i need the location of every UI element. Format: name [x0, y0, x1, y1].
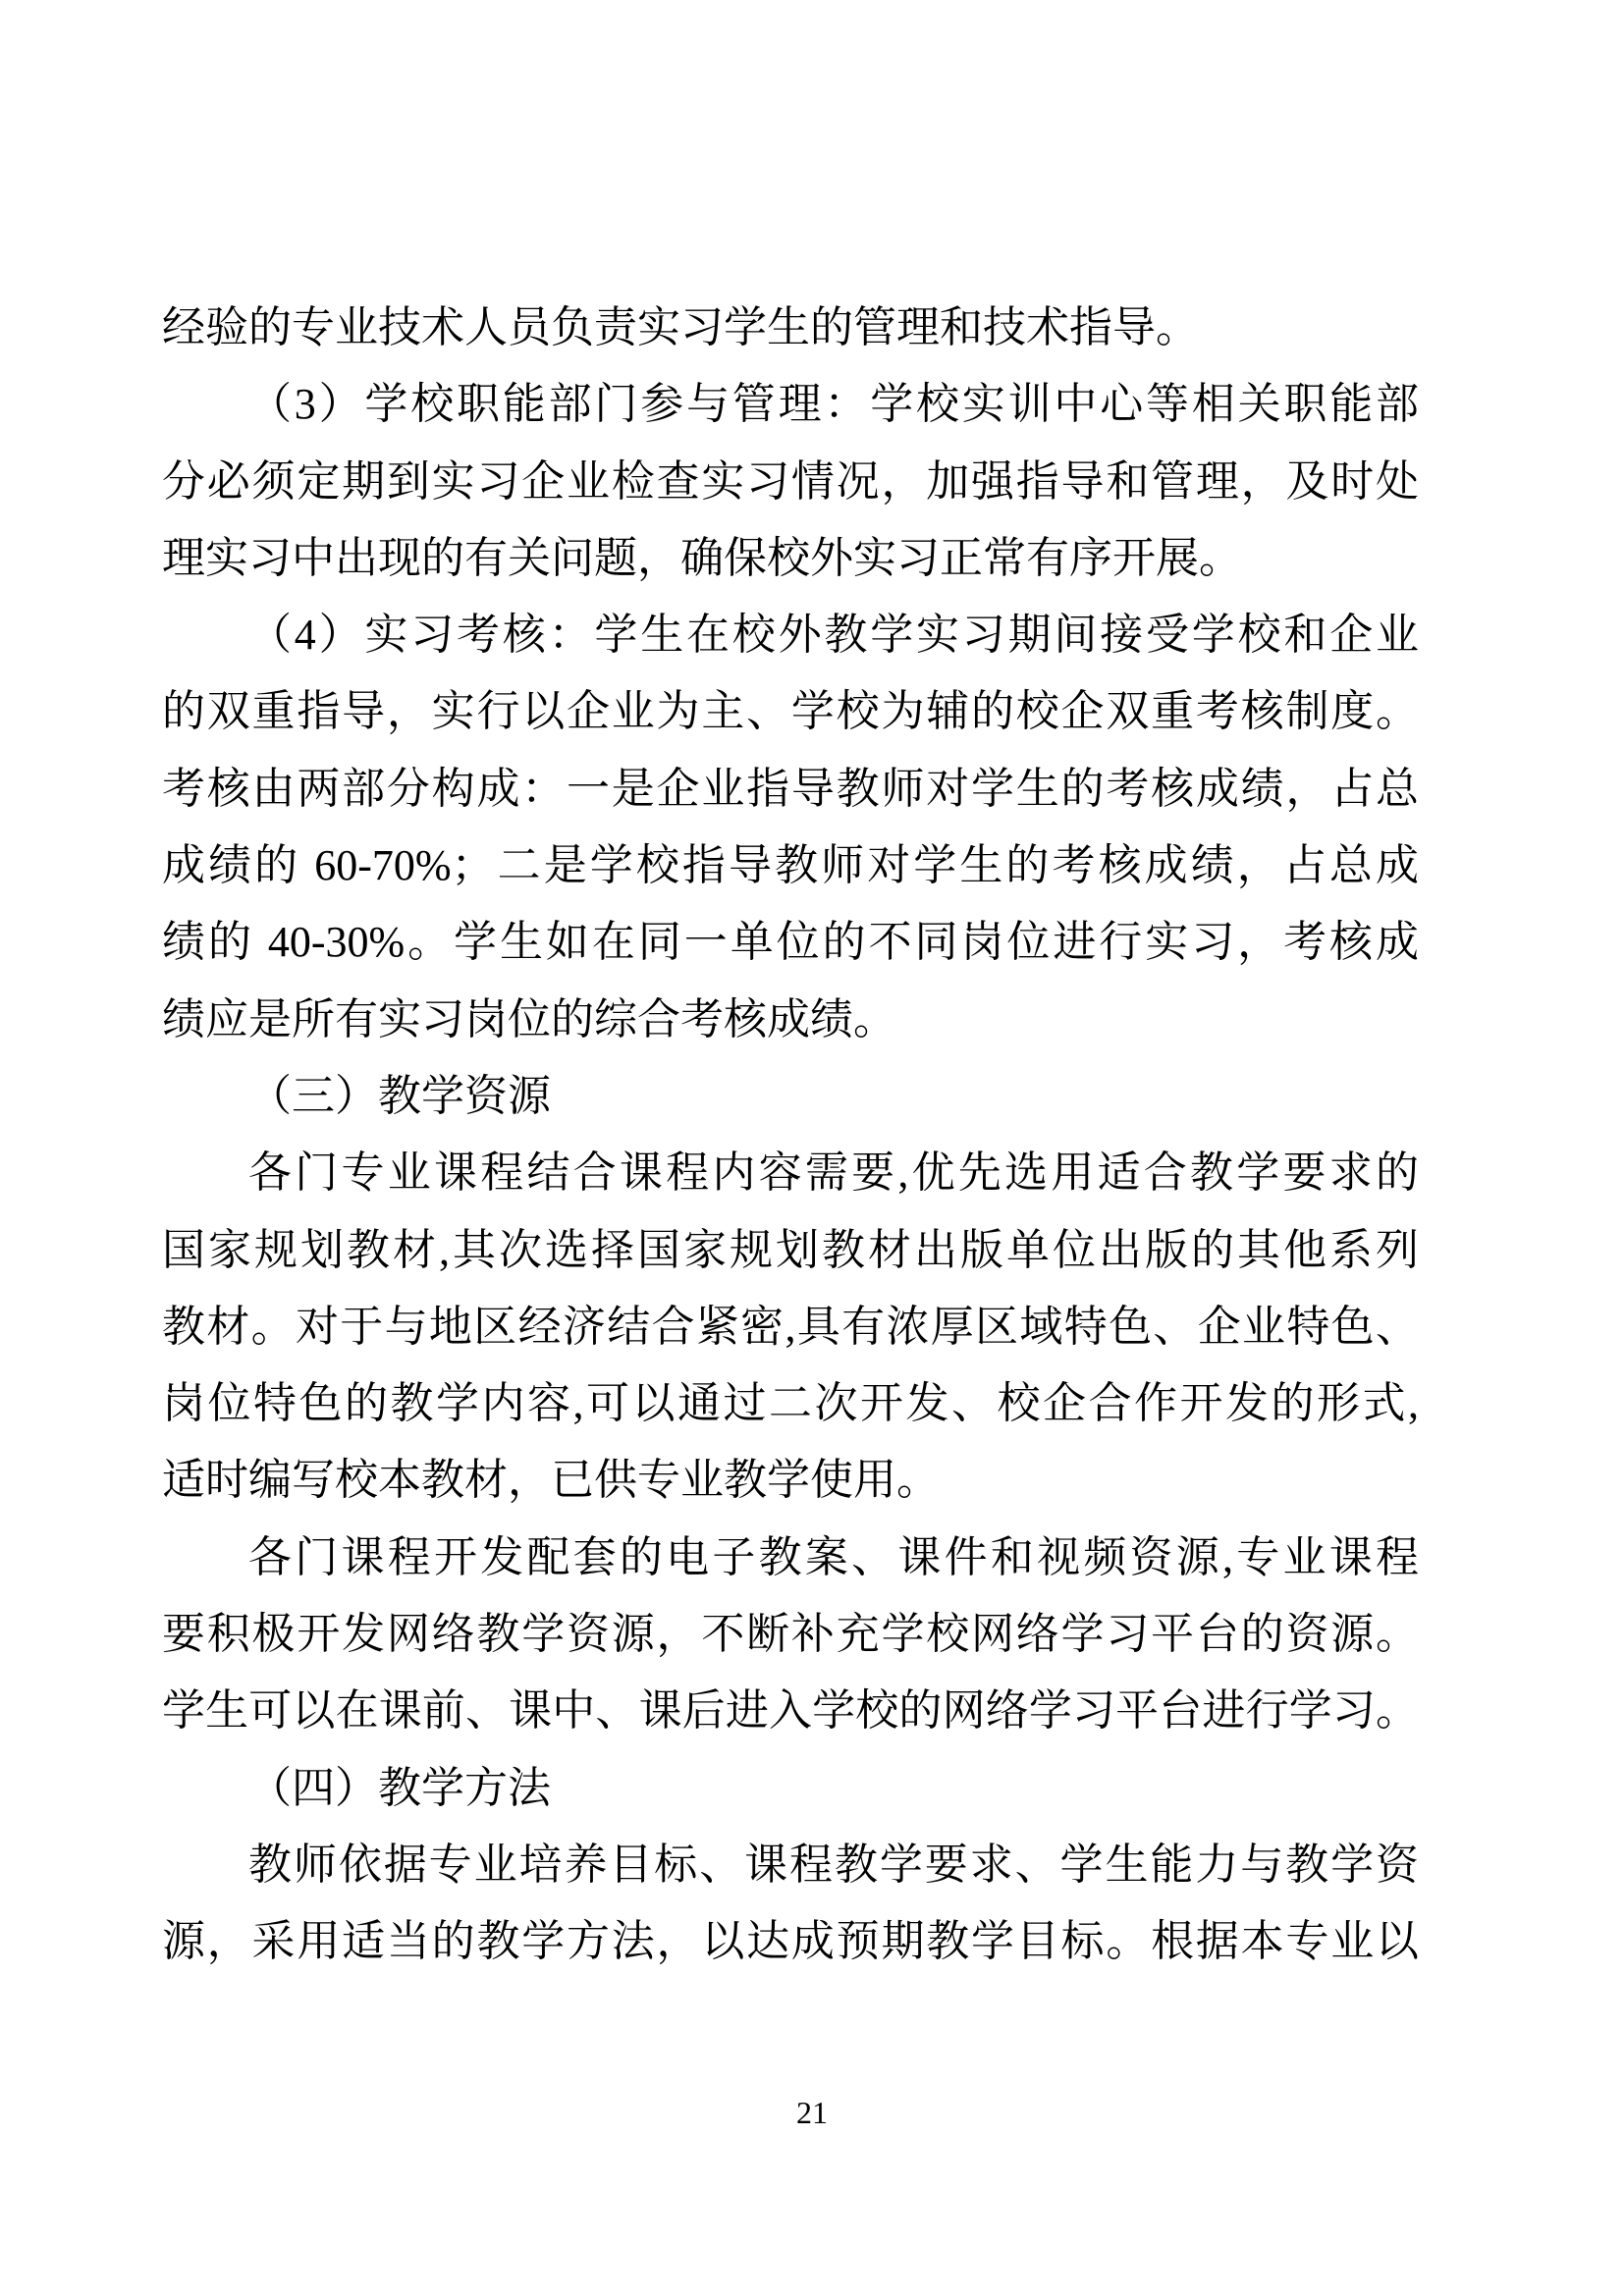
text-line: 分必须定期到实习企业检查实习情况，加强指导和管理，及时处	[162, 456, 1419, 506]
text-line: （3）学校职能部门参与管理：学校实训中心等相关职能部	[248, 380, 1419, 429]
text-line: 的双重指导，实行以企业为主、学校为辅的校企双重考核制度。	[162, 687, 1419, 736]
text-line: 教师依据专业培养目标、课程教学要求、学生能力与教学资	[248, 1840, 1419, 1889]
section-heading-teaching-resources: （三）教学资源	[248, 1071, 551, 1120]
text-line: 各门专业课程结合课程内容需要,优先选用适合教学要求的	[248, 1148, 1419, 1198]
text-line: 适时编写校本教材，已供专业教学使用。	[162, 1456, 940, 1505]
text-line: 源，采用适当的教学方法，以达成预期教学目标。根据本专业以	[162, 1917, 1419, 1966]
text-line: 学生可以在课前、课中、课后进入学校的网络学习平台进行学习。	[162, 1686, 1419, 1735]
page-number: 21	[796, 2095, 828, 2130]
text-line: 岗位特色的教学内容,可以通过二次开发、校企合作开发的形式,	[162, 1379, 1419, 1428]
text-line: （4）实习考核：学生在校外教学实习期间接受学校和企业	[248, 611, 1419, 660]
text-line: 要积极开发网络教学资源，不断补充学校网络学习平台的资源。	[162, 1610, 1419, 1659]
section-heading-teaching-methods: （四）教学方法	[248, 1763, 551, 1812]
text-line: 教材。对于与地区经济结合紧密,具有浓厚区域特色、企业特色、	[162, 1302, 1419, 1351]
text-line: 绩的 40-30%。学生如在同一单位的不同岗位进行实习，考核成	[162, 918, 1419, 967]
text-line: 考核由两部分构成：一是企业指导教师对学生的考核成绩，占总	[162, 764, 1419, 813]
text-line: 各门课程开发配套的电子教案、课件和视频资源,专业课程	[248, 1532, 1419, 1581]
text-line: 理实习中出现的有关问题，确保校外实习正常有序开展。	[162, 533, 1242, 582]
text-line: 成绩的 60-70%；二是学校指导教师对学生的考核成绩，占总成	[162, 841, 1419, 890]
text-line: 经验的专业技术人员负责实习学生的管理和技术指导。	[162, 303, 1199, 351]
page-body-text	[162, 290, 1419, 1981]
text-line: 国家规划教材,其次选择国家规划教材出版单位出版的其他系列	[162, 1225, 1419, 1274]
text-line: 绩应是所有实习岗位的综合考核成绩。	[162, 994, 896, 1043]
